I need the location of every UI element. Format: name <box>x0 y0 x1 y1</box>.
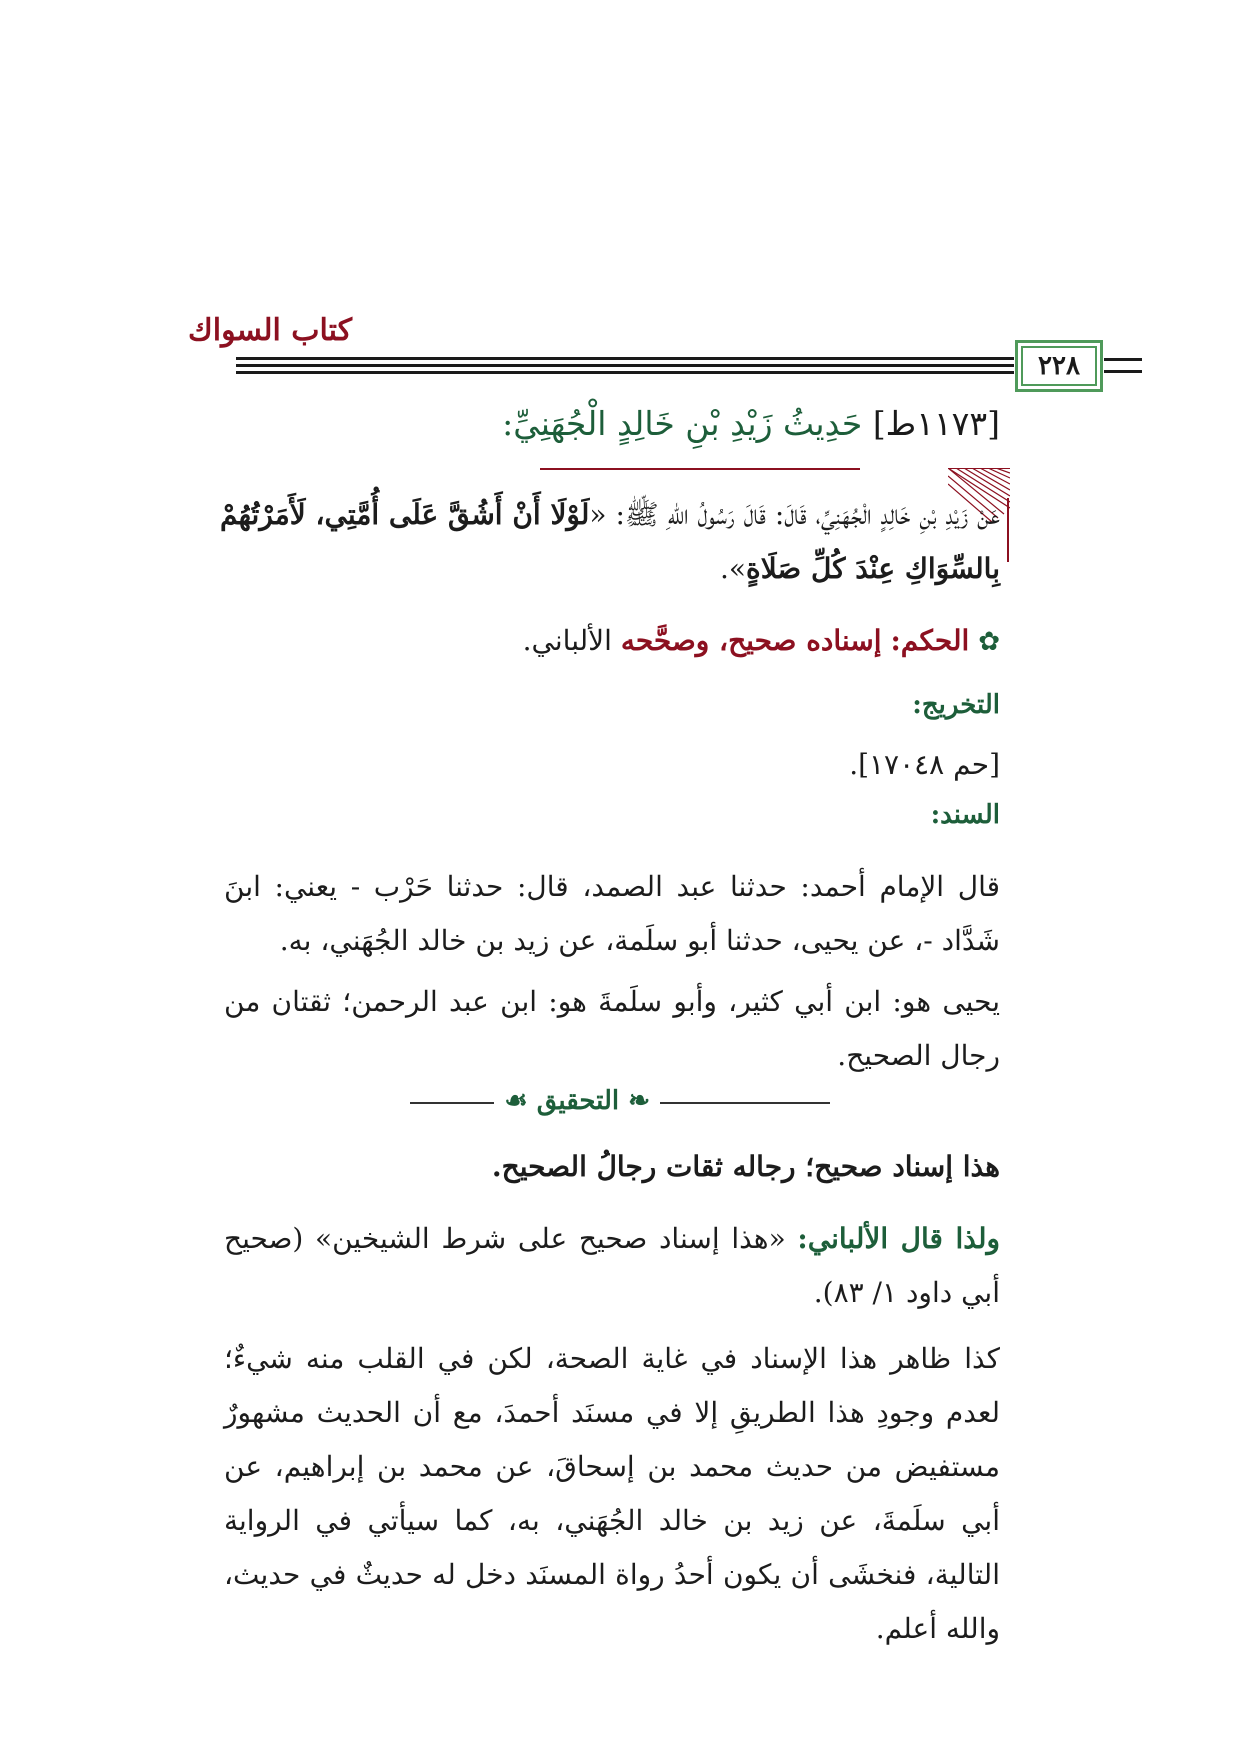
ruling-label: الحكم: <box>890 624 970 657</box>
verdict-line: هذا إسناد صحيح؛ رجاله ثقات رجالُ الصحيح. <box>491 1150 1000 1183</box>
takhrij-heading: التخريج: <box>912 690 1000 720</box>
ruling-rest: الألباني. <box>522 624 612 657</box>
header-rule <box>236 371 1014 374</box>
hadith-frame-rule <box>540 468 860 470</box>
running-title: كتاب السواك <box>188 313 352 348</box>
tahqiq-label: التحقيق <box>536 1086 620 1116</box>
hadith-number-tag: [١١٧٣ط] <box>872 404 1000 443</box>
ornament-icon: ☙ <box>504 1086 537 1116</box>
page-number: ٢٢٨ <box>1015 340 1103 392</box>
hadith-matn: لَوْلَا أَنْ أَشُقَّ عَلَى أُمَّتِي، لَأَمَرْتُهُمْ بِالسِّوَاكِ عِنْدَ كُلِّ صَلَاةٍ <box>220 498 1000 585</box>
albani-paragraph <box>224 1212 1000 1320</box>
tahqiq-heading <box>494 1086 660 1116</box>
hadith-text <box>220 488 1000 596</box>
hadith-end: ». <box>720 552 747 585</box>
takhrij-reference: [حم ١٧٠٤٨]. <box>849 748 1000 781</box>
section-heading <box>502 404 1000 443</box>
section-title: حَدِيثُ زَيْدِ بْنِ خَالِدٍ الْجُهَنِيِّ: <box>502 404 863 443</box>
header-rule-right <box>1104 358 1142 361</box>
flower-icon: ✿ <box>978 627 1000 657</box>
analysis-paragraph: كذا ظاهر هذا الإسناد في غاية الصحة، لكن في القلب منه شيءٌ؛ لعدم وجودِ هذا الطريقِ إلا في مسنَد أحمدَ، مع أن الحديث مشهورٌ مستفيض من حديث محمد بن إسحاقَ، عن محمد بن إبراهيم، عن أبي سلَمةَ، عن زيد بن خالد الجُهَني، به، كما سيأتي في الرواية التالية، فنخشَى أن يكون أحدُ رواة المسنَد دخل له حديثٌ في حديث، والله أعلم. <box>224 1342 1000 1645</box>
albani-lead: ولذا قال الألباني: <box>797 1222 1000 1255</box>
ruling-value: إسناده صحيح، وصحَّحه <box>620 624 882 657</box>
sanad-heading: السند: <box>930 800 1000 830</box>
sanad-paragraph: قال الإمام أحمد: حدثنا عبد الصمد، قال: حدثنا حَرْب - يعني: ابنَ شَدَّاد -، عن يحيى، حدثنا أبو سلَمة، عن زيد بن خالد الجُهَني، به. <box>224 870 1000 957</box>
hadith-intro: عَنْ زَيْدِ بْنِ خَالِدٍ الْجُهَنِيِّ، قَالَ: قَالَ رَسُولُ اللهِ ﷺ: « <box>589 498 1001 531</box>
narrators-paragraph: يحيى هو: ابن أبي كثير، وأبو سلَمةَ هو: ابن عبد الرحمن؛ ثقتان من رجال الصحيح. <box>224 985 1000 1072</box>
header-rule <box>236 357 1014 360</box>
header-rule-right <box>1104 370 1142 373</box>
ornament-icon: ❧ <box>619 1086 650 1116</box>
albani-quote: «هذا إسناد صحيح على شرط الشيخين» (صحيح أبي داود ١/ ٨٣). <box>224 1222 1000 1309</box>
header-rule <box>236 364 1014 367</box>
ruling-line <box>523 624 1000 657</box>
